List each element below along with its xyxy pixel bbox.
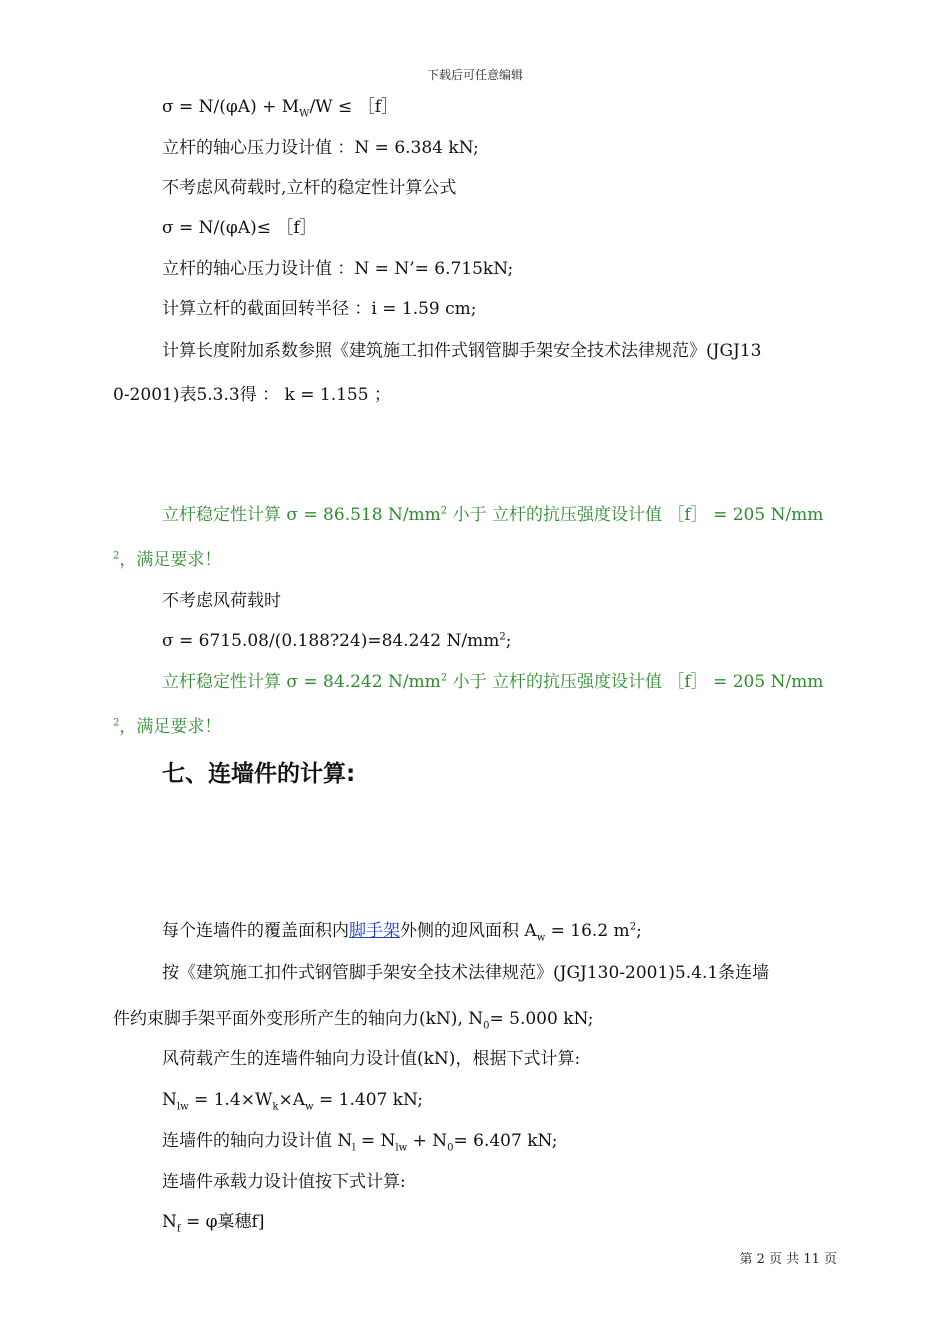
formula-stability-wind: $\sigma = N/(\varphi A) + M_W/W$ ≤ ［f］ bbox=[162, 97, 398, 120]
stress-calc-nowind: σ = 6715.08/(0.188?24)=84.242 $N/mm^2$; bbox=[162, 631, 512, 651]
total-axial-force: 连墙件的轴向力设计值 $N_l = N_{lw} + N_0= 6.407$ kN; bbox=[162, 1131, 558, 1154]
stability-result-2: 立杆稳定性计算 σ = 84.242 $N/mm^2$ 小于 立杆的抗压强度设计值 ［f］ = 205 N/mm bbox=[162, 672, 824, 692]
wind-area-line: 每个连墙件的覆盖面积内脚手架外侧的迎风面积 $A_w = 16.2$ $m^2$; bbox=[162, 921, 642, 944]
length-factor-line-1: 计算长度附加系数参照《建筑施工扣件式钢管脚手架安全技术法律规范》(JGJ13 bbox=[162, 341, 762, 361]
length-factor-line-2: 0-2001)表5.3.3得 ： k = 1.155 ； bbox=[113, 385, 391, 405]
stability-result-1-cont: $^2$，满足要求！ bbox=[113, 550, 222, 570]
scaffold-link[interactable]: 脚手架 bbox=[349, 921, 400, 941]
code-reference-line-1: 按《建筑施工扣件式钢管脚手架安全技术法律规范》(JGJ130-2001)5.4.1条连墙 bbox=[162, 963, 770, 983]
axial-force-value-2: 立杆的轴心压力设计值 ：N = N’= 6.715kN; bbox=[162, 259, 514, 279]
page-footer: 第 2 页 共 11 页 bbox=[739, 1252, 837, 1267]
wind-axial-force-formula: $N_{lw} = 1.4\times W_k\times A_w = 1.407$ kN; bbox=[162, 1090, 424, 1113]
section-heading-wall-ties: 七、连墙件的计算: bbox=[162, 761, 356, 787]
axial-force-value-1: 立杆的轴心压力设计值 ：N = 6.384 kN; bbox=[162, 138, 479, 158]
stability-result-2-cont: $^2$，满足要求！ bbox=[113, 717, 222, 737]
radius-of-gyration: 计算立杆的截面回转半径 ：i = 1.59 cm; bbox=[162, 299, 477, 319]
formula-stability-nowind: σ = N/(φA)≤ ［f］ bbox=[162, 218, 317, 238]
bearing-capacity-formula: $N_f = \varphi$稟穗f] bbox=[162, 1212, 265, 1235]
no-wind-label: 不考虑风荷载时 bbox=[162, 591, 281, 611]
code-reference-line-2: 件约束脚手架平面外变形所产生的轴向力(kN), $N_0= 5.000$ kN; bbox=[113, 1009, 594, 1032]
stability-result-1: 立杆稳定性计算 σ = 86.518 $N/mm^2$ 小于 立杆的抗压强度设计值 ［f］ = 205 N/mm bbox=[162, 505, 824, 525]
no-wind-formula-title: 不考虑风荷载时,立杆的稳定性计算公式 bbox=[162, 178, 457, 198]
wind-axial-force-intro: 风荷载产生的连墙件轴向力设计值(kN)，根据下式计算: bbox=[162, 1049, 581, 1069]
page-header: 下载后可任意编辑 bbox=[426, 68, 523, 82]
bearing-capacity-intro: 连墙件承载力设计值按下式计算: bbox=[162, 1172, 406, 1192]
